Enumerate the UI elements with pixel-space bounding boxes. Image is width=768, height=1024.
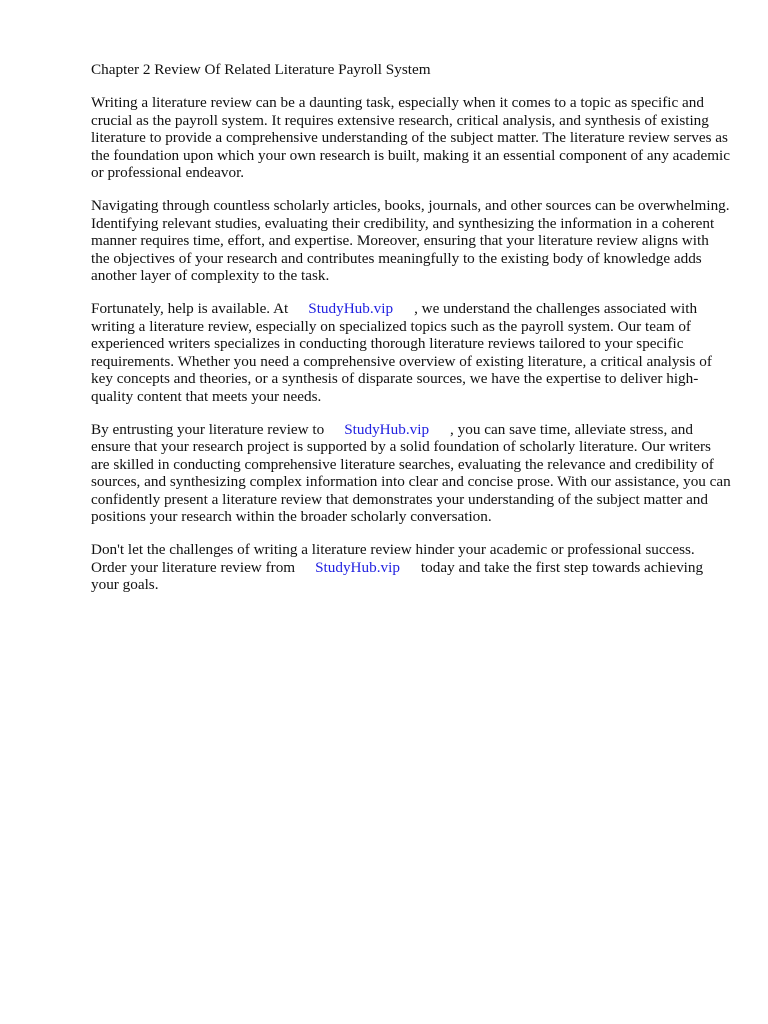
paragraph-help-lead: Fortunately, help is available. At xyxy=(91,300,289,318)
paragraph-cta-lead: Order your literature review from xyxy=(91,558,296,576)
paragraph-intro: Writing a literature review can be a daunting task, especially when it comes to a topic as specific and crucial as the payroll system. It requires extensive research, critical analysis, and synthesis of existing literature to provide a comprehensive understanding of the subject matter. The literature review serves as the foundation upon which your own research is built, making it an essential component of any academic or professional endeavor. xyxy=(91,94,730,182)
document-page xyxy=(91,61,731,610)
studyhub-link[interactable]: StudyHub.vip xyxy=(344,420,430,438)
paragraph-cta-rest: today and take the first step towards achieving your goals. xyxy=(91,558,704,594)
studyhub-link[interactable]: StudyHub.vip xyxy=(315,558,400,576)
paragraph-help-rest: , we understand the challenges associated with writing a literature review, especially on specialized topics such as the payroll system. Our team of experienced writers specializes in conducting thorough literature reviews tailored to your specific requirements. Whether you need a comprehensive overview of existing literature, a critical analysis of key concepts and theories, or a synthesis of disparate sources, we have the expertise to deliver high-quality content that meets your needs. xyxy=(91,300,712,405)
paragraph-benefits-lead: By entrusting your literature review to xyxy=(91,420,325,438)
document-title: Chapter 2 Review Of Related Literature Payroll System xyxy=(91,61,431,78)
studyhub-link[interactable]: StudyHub.vip xyxy=(308,300,394,318)
paragraph-cta-line1: Don't let the challenges of writing a literature review hinder your academic or professional success. xyxy=(91,541,695,559)
paragraph-help xyxy=(91,300,731,404)
paragraph-challenges: Navigating through countless scholarly articles, books, journals, and other sources can be overwhelming. Identifying relevant studies, evaluating their credibility, and synthesizing the information in a coherent manner requires time, effort, and expertise. Moreover, ensuring that your literature review aligns with the objectives of your research and contributes meaningfully to the existing body of knowledge adds another layer of complexity to the task. xyxy=(91,197,730,285)
paragraph-benefits xyxy=(91,421,731,525)
paragraph-benefits-rest: , you can save time, alleviate stress, and ensure that your research project is supported by a solid foundation of scholarly literature. Our writers are skilled in conducting comprehensive literature searches, evaluating the relevance and credibility of sources, and synthesizing complex information into clear and concise prose. With our assistance, you can confidently present a literature review that demonstrates your understanding of the subject matter and positions your research within the broader scholarly conversation. xyxy=(91,420,731,525)
paragraph-call-to-action xyxy=(91,541,731,593)
